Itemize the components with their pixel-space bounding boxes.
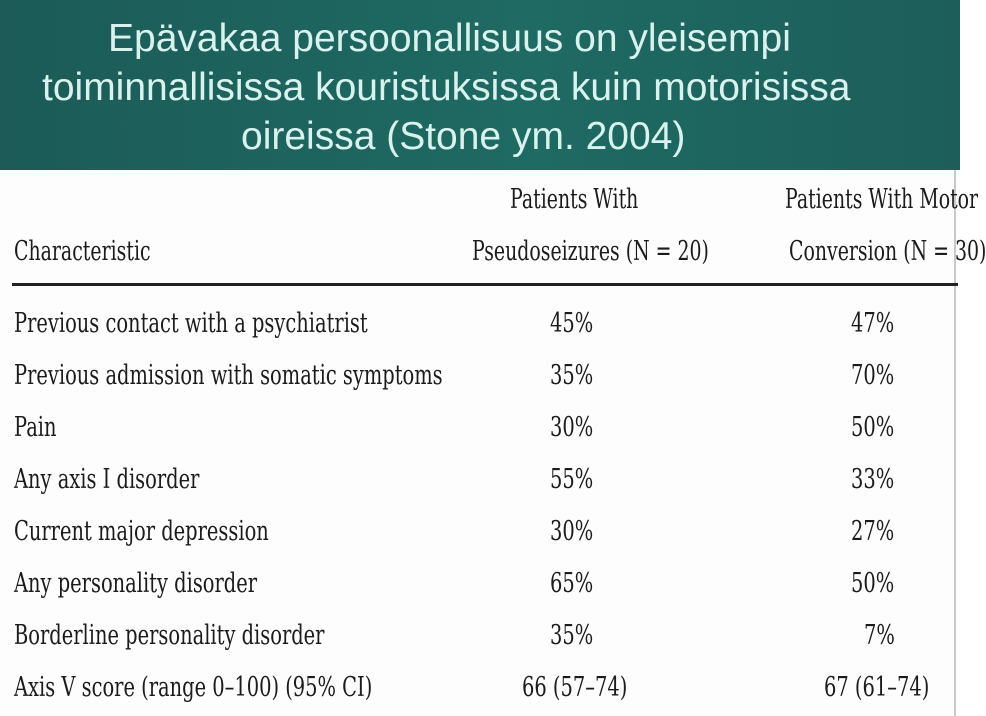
cell-pseudoseizures: 30% [550,516,594,547]
row-label: Pain [14,412,57,443]
cell-pseudoseizures: 35% [550,620,594,651]
slide-title-line: toiminnallisissa kouristuksissa kuin motorisissa [42,66,851,109]
cell-motor: 67 (61–74) [824,672,930,703]
cell-pseudoseizures: 45% [550,308,594,339]
cell-motor: 7% [864,620,895,651]
row-label: Axis V score (range 0–100) (95% CI) [14,672,373,703]
cell-motor: 50% [851,412,895,443]
cell-pseudoseizures: 65% [550,568,594,599]
header-motor-line2: Conversion (N = 30) [789,236,986,267]
row-label: Previous admission with somatic symptoms [14,360,443,391]
cell-motor: 47% [851,308,895,339]
slide-title-line: oireissa (Stone ym. 2004) [241,115,686,158]
cell-motor: 33% [851,464,895,495]
header-characteristic: Characteristic [14,236,151,267]
cell-motor: 27% [851,516,895,547]
row-label: Current major depression [14,516,269,547]
header-rule [12,283,958,286]
row-label: Any personality disorder [14,568,258,599]
row-label: Borderline personality disorder [14,620,325,651]
slide-header [0,0,960,170]
cell-pseudoseizures: 55% [550,464,594,495]
cell-pseudoseizures: 30% [550,412,594,443]
row-label: Any axis I disorder [14,464,200,495]
cell-pseudoseizures: 35% [550,360,594,391]
row-label: Previous contact with a psychiatrist [14,308,368,339]
header-pseudoseizures-line2: Pseudoseizures (N = 20) [472,236,709,267]
cell-motor: 50% [851,568,895,599]
header-motor-line1: Patients With Motor [785,184,979,215]
slide-title-line: Epävakaa persoonallisuus on yleisempi [108,17,791,60]
header-pseudoseizures-line1: Patients With [510,184,639,215]
cell-pseudoseizures: 66 (57–74) [522,672,628,703]
results-table [0,170,986,716]
slide-title [0,14,960,161]
cell-motor: 70% [851,360,895,391]
